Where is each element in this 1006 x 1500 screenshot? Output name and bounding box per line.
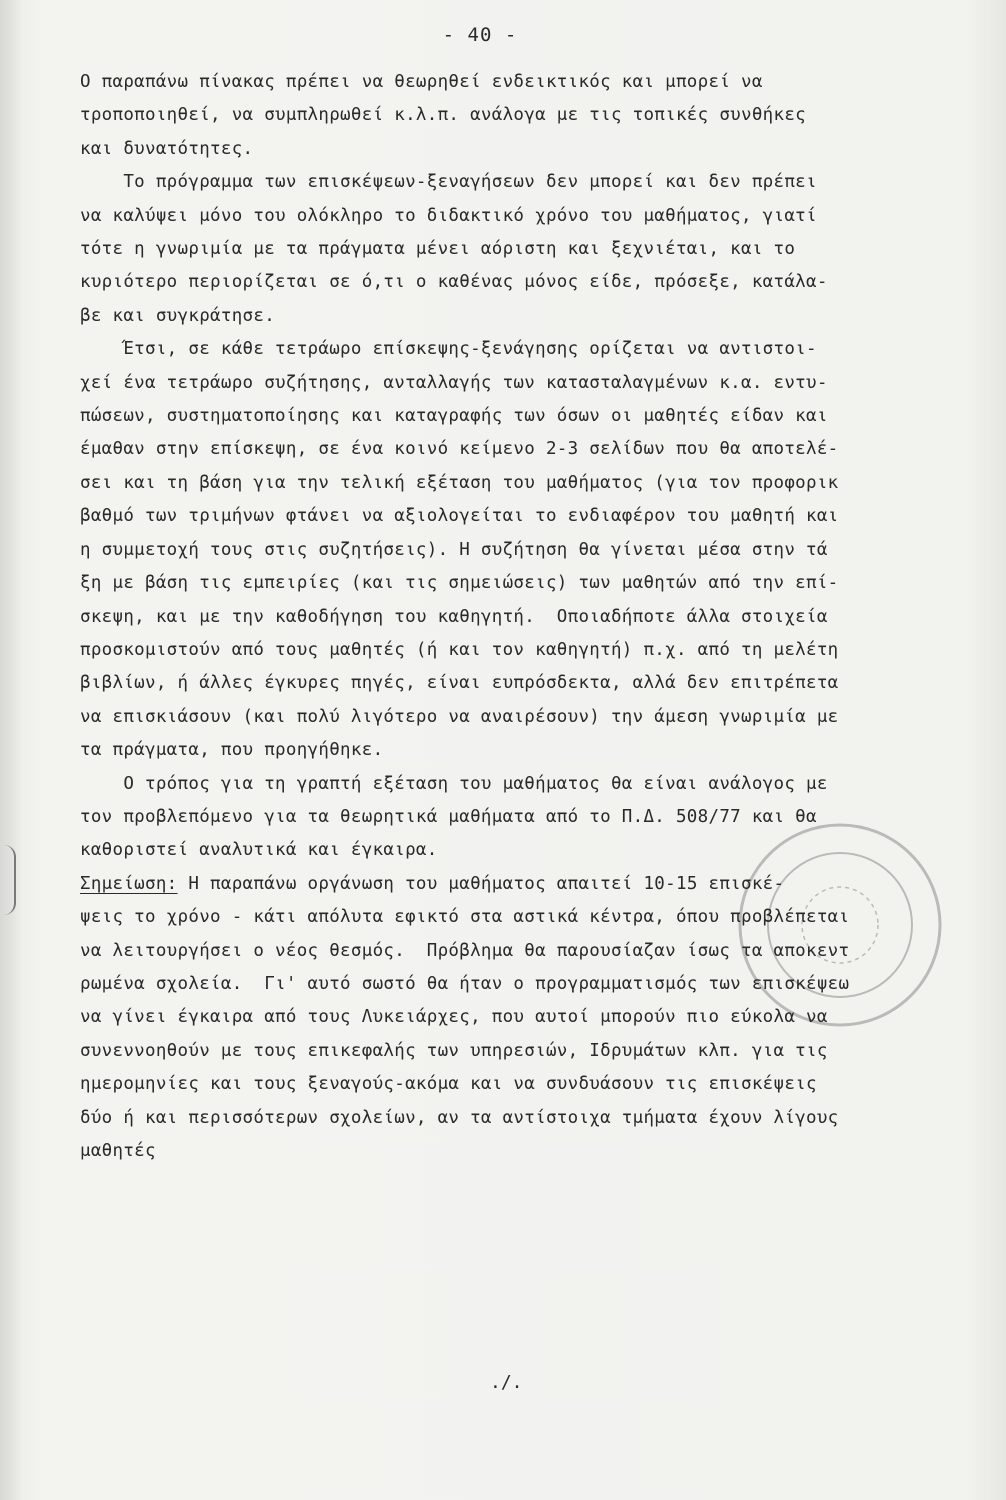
note-label: Σημείωση: — [80, 873, 178, 894]
text-line: να καλύψει μόνο του ολόκληρο το διδακτικό χρόνο του μαθήματος, γιατί — [80, 205, 817, 226]
text-line: δύο ή και περισσότερων σχολείων, αν τα αντίστοιχα τμήματα έχουν λίγους — [80, 1107, 839, 1128]
paragraph-intro — [80, 66, 990, 166]
text-line: Ο παραπάνω πίνακας πρέπει να θεωρηθεί ενδεικτικός και μπορεί να — [80, 72, 763, 92]
text-line: Έτσι, σε κάθε τετράωρο επίσκεψης-ξενάγησης ορίζεται να αντιστοι- — [80, 339, 817, 360]
text-line: βιβλίων, ή άλλες έγκυρες πηγές, είναι ευπρόσδεκτα, αλλά δεν επιτρέπετα — [80, 673, 839, 694]
text-line: κυριότερο περιορίζεται σε ό,τι ο καθένας μόνος είδε, πρόσεξε, κατάλα- — [80, 272, 828, 293]
text-line: μαθητές — [80, 1141, 156, 1161]
text-line: ημερομηνίες και τους ξεναγούς-ακόμα και να συνδυάσουν τις επισκέψεις — [80, 1074, 817, 1095]
text-line: Ο τρόπος για τη γραπτή εξέταση του μαθήματος θα είναι ανάλογος με — [80, 773, 828, 794]
text-line: η συμμετοχή τους στις συζητήσεις). Η συζήτηση θα γίνεται μέσα στην τά — [80, 539, 828, 560]
text-line: να λειτουργήσει ο νέος θεσμός. Πρόβλημα θα παρουσίαζαν ίσως τα αποκεντ — [80, 940, 850, 961]
text-line: ξη με βάση τις εμπειρίες (και τις σημειώσεις) των μαθητών από την επί- — [80, 573, 839, 594]
text-line: σει και τη βάση για την τελική εξέταση του μαθήματος (για τον προφορικ — [80, 472, 839, 493]
text-line: και δυνατότητες. — [80, 138, 254, 159]
text-line: τα πράγματα, που προηγήθηκε. — [80, 740, 384, 761]
document-body — [80, 66, 990, 1168]
text-line: πώσεων, συστηματοποίησης και καταγραφής των όσων οι μαθητές είδαν και — [80, 406, 828, 427]
page-number: - 40 - — [442, 24, 518, 46]
text-line — [80, 868, 990, 901]
text-line: σκεψη, και με την καθοδήγηση του καθηγητή. Οποιαδήποτε άλλα στοιχεία — [80, 606, 828, 627]
text-line: συνεννοηθούν με τους επικεφαλής των υπηρεσιών, Ιδρυμάτων κλπ. για τις — [80, 1040, 828, 1061]
text-line: να γίνει έγκαιρα από τους Λυκειάρχες, που αυτοί μπορούν πιο εύκολα να — [80, 1007, 828, 1028]
text-line: έμαθαν στην επίσκεψη, σε ένα κοινό κείμενο 2-3 σελίδων που θα αποτελέ- — [80, 439, 839, 460]
text-line: χεί ένα τετράωρο συζήτησης, ανταλλαγής των κατασταλαγμένων κ.α. εντυ- — [80, 372, 828, 393]
text-line: ψεις το χρόνο - κάτι απόλυτα εφικτό στα αστικά κέντρα, όπου προβλέπεται — [80, 907, 850, 928]
binding-mark — [4, 845, 16, 915]
paragraph-discussion — [80, 333, 990, 767]
text-line: Το πρόγραμμα των επισκέψεων-ξεναγήσεων δεν μπορεί και δεν πρέπει — [80, 172, 817, 193]
paragraph-written-exam — [80, 768, 990, 868]
scan-edge-shadow — [0, 0, 22, 1500]
text-line: βαθμό των τριμήνων φτάνει να αξιολογείται το ενδιαφέρον του μαθητή και — [80, 506, 839, 527]
text-line: καθοριστεί αναλυτικά και έγκαιρα. — [80, 840, 438, 861]
continuation-mark: ./. — [490, 1372, 523, 1393]
text-line: ρωμένα σχολεία. Γι' αυτό σωστό θα ήταν ο προγραμματισμός των επισκέψεω — [80, 973, 850, 994]
paragraph-note — [80, 868, 990, 1169]
text-line: να επισκιάσουν (και πολύ λιγότερο να αναιρέσουν) την άμεση γνωριμία με — [80, 706, 839, 727]
note-text: Η παραπάνω οργάνωση του μαθήματος απαιτεί 10-15 επισκέ- — [177, 873, 785, 894]
text-line: βε και συγκράτησε. — [80, 305, 276, 326]
text-line: τροποποιηθεί, να συμπληρωθεί κ.λ.π. ανάλογα με τις τοπικές συνθήκες — [80, 105, 807, 126]
text-line: προσκομιστούν από τους μαθητές (ή και τον καθηγητή) π.χ. από τη μελέτη — [80, 639, 839, 660]
text-line: τότε η γνωριμία με τα πράγματα μένει αόριστη και ξεχνιέται, και το — [80, 239, 796, 260]
paragraph-visits-program — [80, 166, 990, 333]
text-line: τον προβλεπόμενο για τα θεωρητικά μαθήματα από το Π.Δ. 508/77 και θα — [80, 806, 817, 827]
